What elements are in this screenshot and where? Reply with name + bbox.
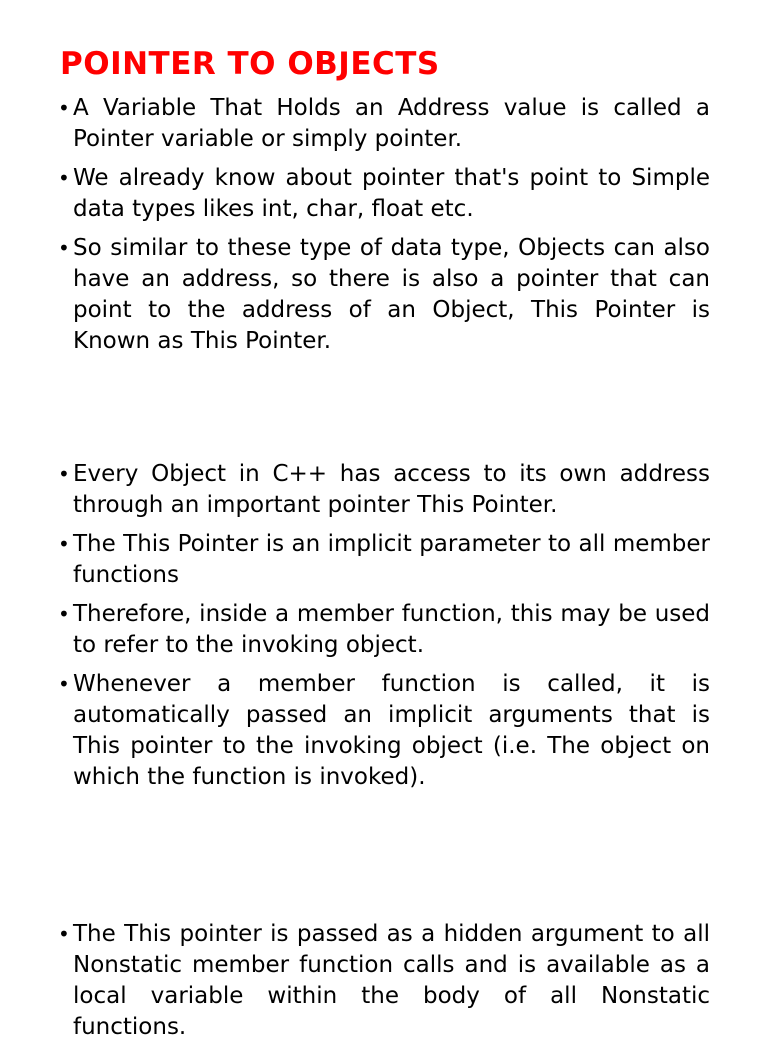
bullet-item (58, 919, 710, 1043)
bullet-text: Therefore, inside a member function, this may be used to refer to the invoking object. (73, 601, 710, 658)
bullet-item (58, 599, 710, 661)
bullet-item (58, 529, 710, 591)
bullet-marker: • (58, 96, 70, 120)
page-title: POINTER TO OBJECTS (60, 46, 440, 82)
bullet-marker: • (58, 922, 70, 946)
bullet-marker: • (58, 532, 70, 556)
bullet-item (58, 93, 710, 155)
bullet-text: A Variable That Holds an Address value is called a Pointer variable or simply pointer. (73, 95, 710, 152)
bullet-text: Every Object in C++ has access to its own address through an important pointer This Pointer. (73, 461, 710, 518)
bullet-item (58, 459, 710, 521)
bullet-marker: • (58, 462, 70, 486)
bullet-marker: • (58, 236, 70, 260)
bullet-list (58, 93, 710, 1043)
bullet-marker: • (58, 602, 70, 626)
bullet-text: Whenever a member function is called, it is automatically passed an implicit arguments that is This pointer to the invoking object (i.e. The object on which the function is invoked). (73, 671, 710, 790)
bullet-text: The This Pointer is an implicit parameter to all member functions (73, 531, 710, 588)
bullet-text: We already know about pointer that's point to Simple data types likes int, char, float etc. (73, 165, 710, 222)
bullet-text: So similar to these type of data type, Objects can also have an address, so there is also a pointer that can point to the address of an Object, This Pointer is Known as This Pointer. (73, 235, 710, 354)
bullet-item (58, 163, 710, 225)
bullet-item (58, 233, 710, 357)
bullet-marker: • (58, 166, 70, 190)
bullet-marker: • (58, 672, 70, 696)
bullet-item (58, 669, 710, 793)
bullet-text: The This pointer is passed as a hidden argument to all Nonstatic member function calls and is available as a local variable within the body of all Nonstatic functions. (73, 921, 710, 1040)
